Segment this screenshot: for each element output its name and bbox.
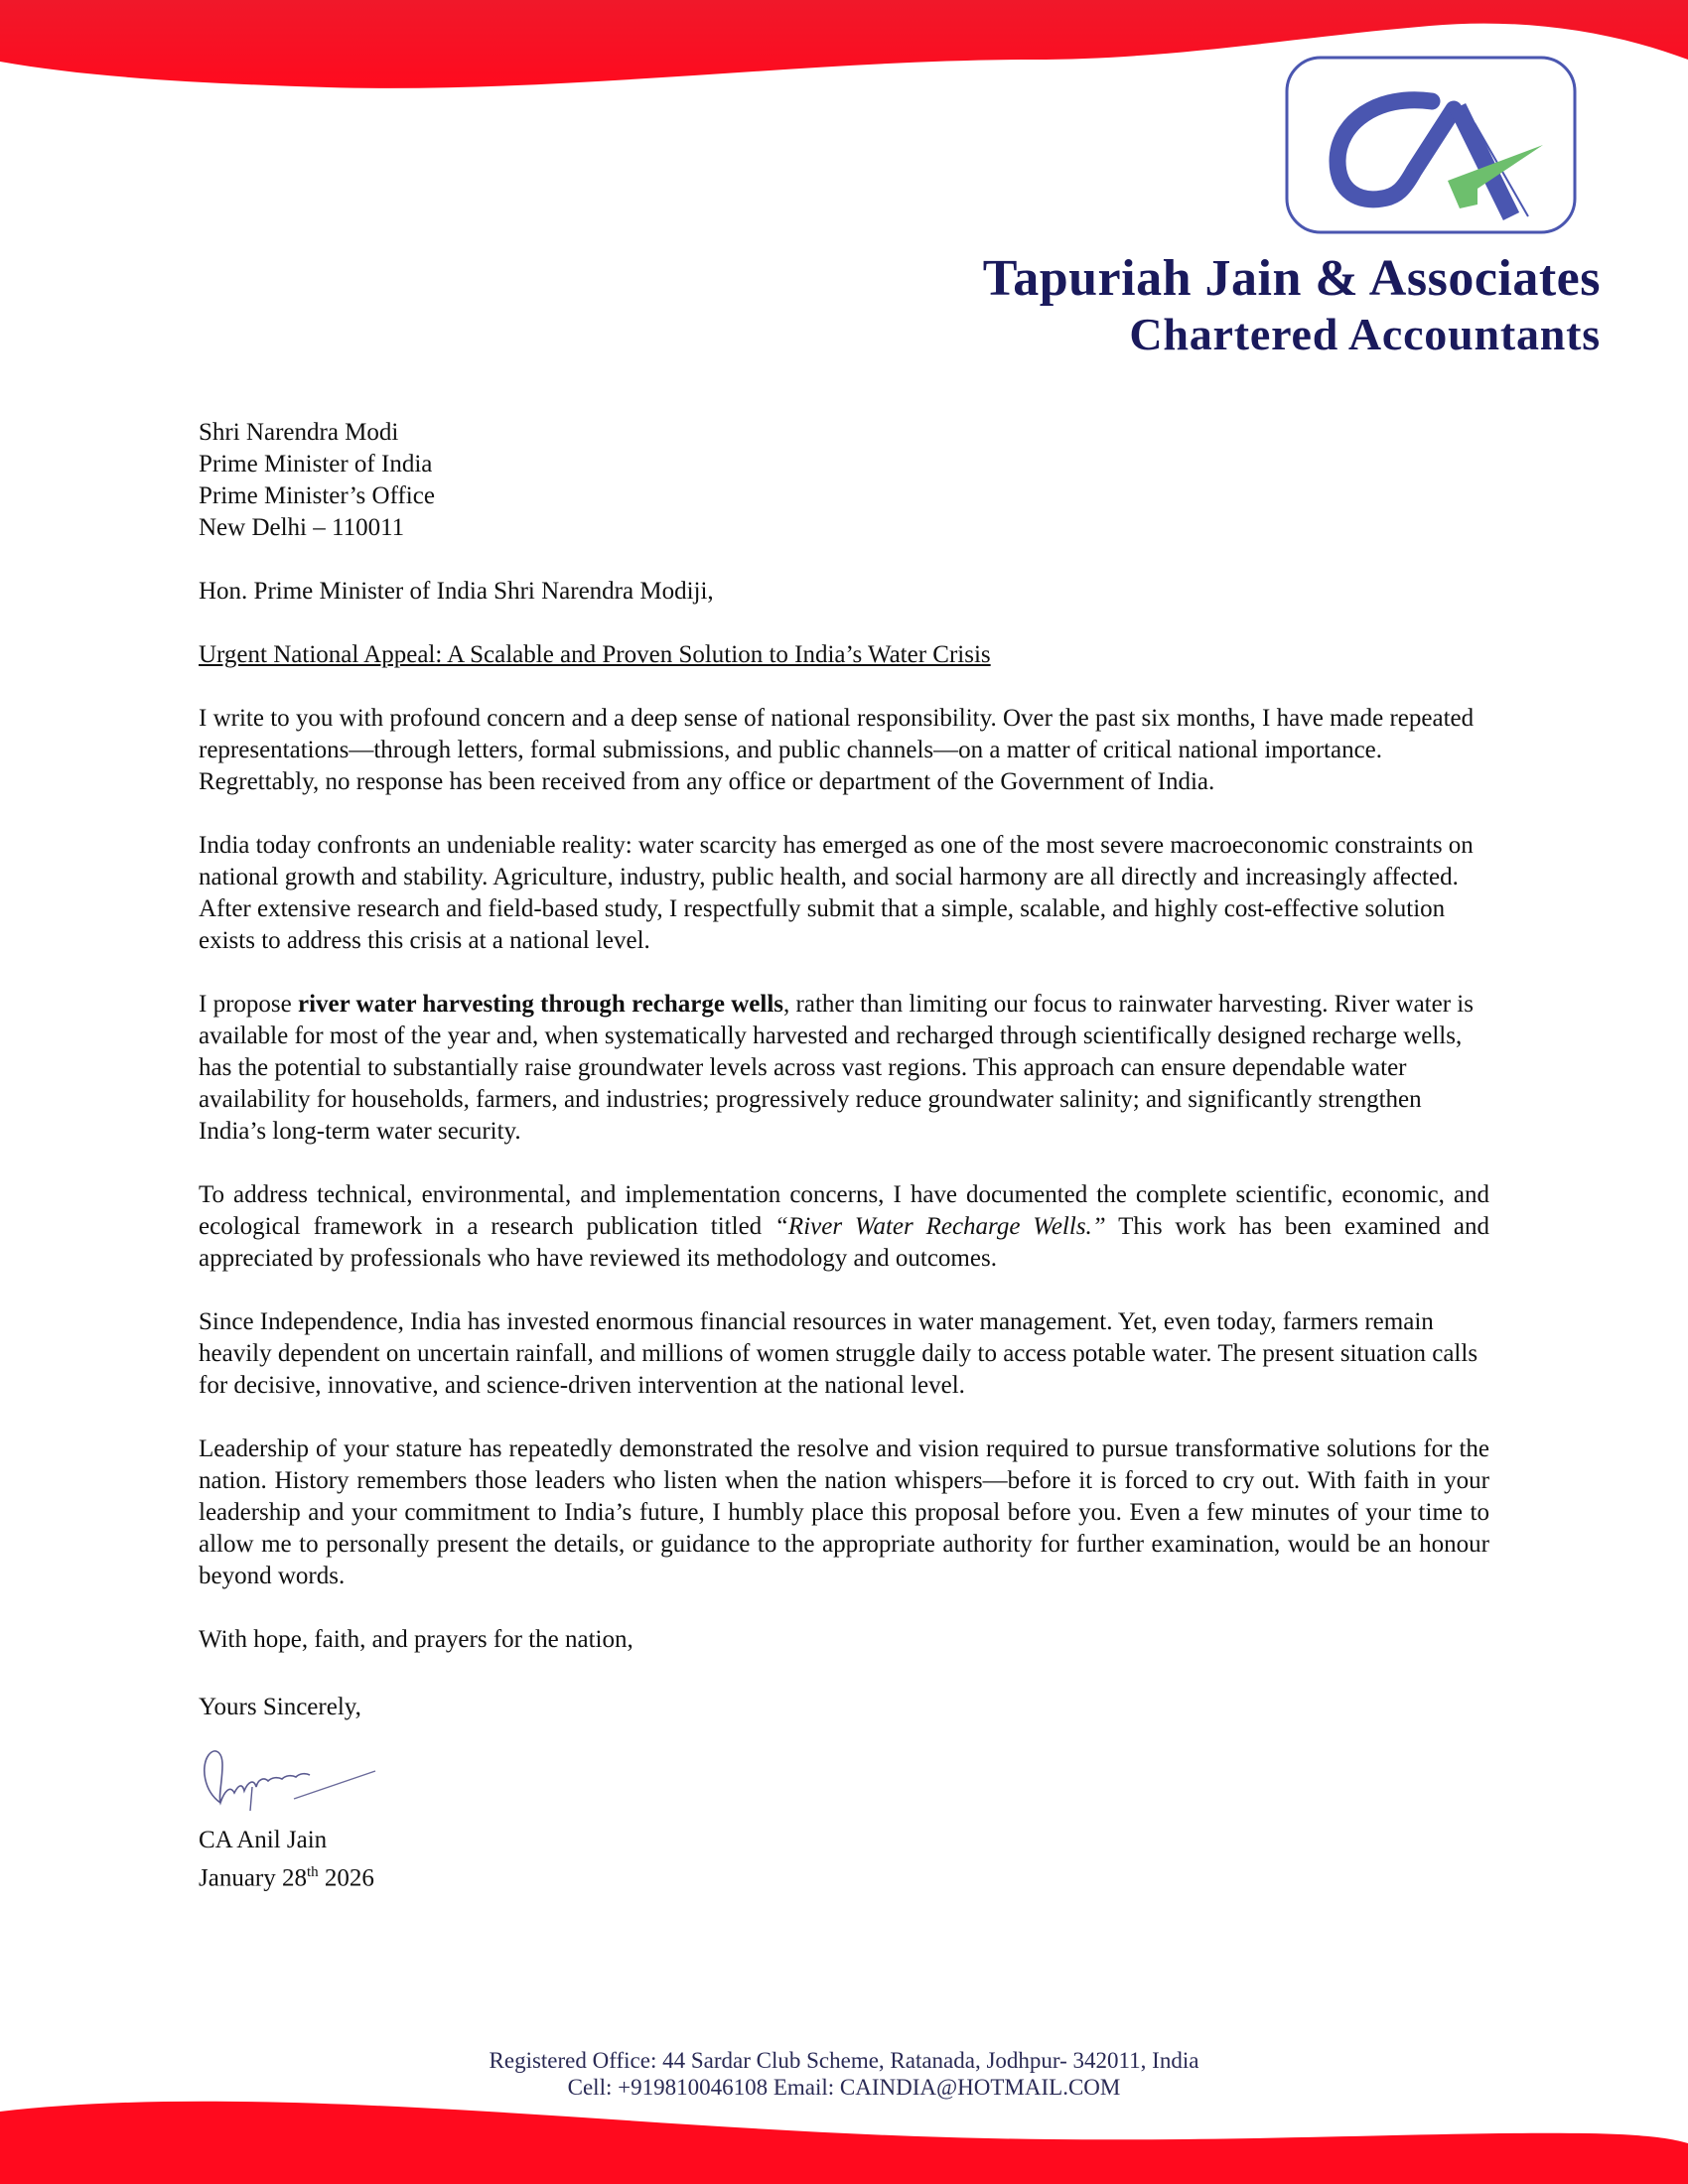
recipient-line: Shri Narendra Modi [199,419,399,446]
p3-bold-proposal: river water harvesting through recharge wells [297,991,784,1018]
paragraph-6: Leadership of your stature has repeatedly demonstrated the resolve and vision required to pursue transformative solutions for the nation. History remembers those leaders who listen when the nation whispers—before it is forced to cry out. With faith in your leadership and your commitment to India’s future, I humbly place this proposal before you. Even a few minutes of your time to allow me to personally present the details, or guidance to the appropriate authority for further examination, would be an honour beyond words. [199,1435,1489,1589]
date-year: 2026 [318,1864,374,1892]
recipient-line: Prime Minister’s Office [199,482,435,509]
letter-date [199,1856,1489,1894]
paragraph-1: I write to you with profound concern and a deep sense of national responsibility. Over the past six months, I have made repeated representations—through letters, formal submissions, and public channels—on a matter of critical national importance. Regrettably, no response has been received from any office or department of the Government of India. [199,705,1475,795]
paragraph-2: India today confronts an undeniable reality: water scarcity has emerged as one of the most severe macroeconomic constraints on national growth and stability. Agriculture, industry, public health, and social harmony are all directly and increasingly affected. After extensive research and field-based study, I respectfully submit that a simple, scalable, and highly cost-effective solution exists to address this crisis at a national level. [199,832,1474,954]
ca-logo [1283,54,1579,236]
signature-image [199,1741,397,1816]
salutation: Hon. Prime Minister of India Shri Narendra Modiji, [199,578,714,605]
recipient-address [199,417,1489,544]
firm-name: Tapuriah Jain & Associates [982,250,1601,307]
footer-address: Registered Office: 44 Sardar Club Scheme, Ratanada, Jodhpur- 342011, India [489,2048,1199,2073]
sign-off: Yours Sincerely, [199,1694,361,1720]
subject-line: Urgent National Appeal: A Scalable and Proven Solution to India’s Water Crisis [199,641,991,668]
firm-subtitle: Chartered Accountants [1129,309,1601,359]
recipient-line: New Delhi – 110011 [199,514,405,541]
closing-line: With hope, faith, and prayers for the nation, [199,1626,633,1653]
recipient-line: Prime Minister of India [199,451,433,478]
publication-title: “River Water Recharge Wells.” [774,1213,1106,1240]
p4-text: This work has been examined and appreciated by professionals who have reviewed its methodology and outcomes. [199,1213,1489,1272]
date-suffix: th [307,1864,319,1880]
paragraph-5: Since Independence, India has invested enormous financial resources in water management. Yet, even today, farmers remain heavily dependent on uncertain rainfall, and millions of women struggle daily to access potable water. The present situation calls for decisive, innovative, and science-driven intervention at the national level. [199,1308,1478,1399]
p3-text: , rather than limiting our focus to rainwater harvesting. River water is available for most of the year and, when systematically harvested and recharged through scientifically designed recharge wells, has the potential to substantially raise groundwater levels across vast regions. This approach can ensure dependable water availability for households, farmers, and industries; progressively reduce groundwater salinity; and significantly strengthen India’s long-term water security. [199,991,1474,1145]
signer-name: CA Anil Jain [199,1827,328,1853]
p4-text: To address technical, environmental, and implementation concerns, I have documented the complete scientific, economic, and ecological framework in a research publication titled [199,1181,1489,1240]
date-month-day: January 28 [199,1864,307,1892]
firm-heading [983,250,1601,361]
p3-text: I propose [199,991,298,1018]
footer-contact: Cell: +919810046108 Email: CAINDIA@HOTMAIL.COM [567,2075,1121,2100]
footer-red-wave [0,2090,1688,2184]
paragraph-3 [199,989,1489,1148]
paragraph-4 [199,1179,1489,1275]
letter-body [199,417,1489,1894]
